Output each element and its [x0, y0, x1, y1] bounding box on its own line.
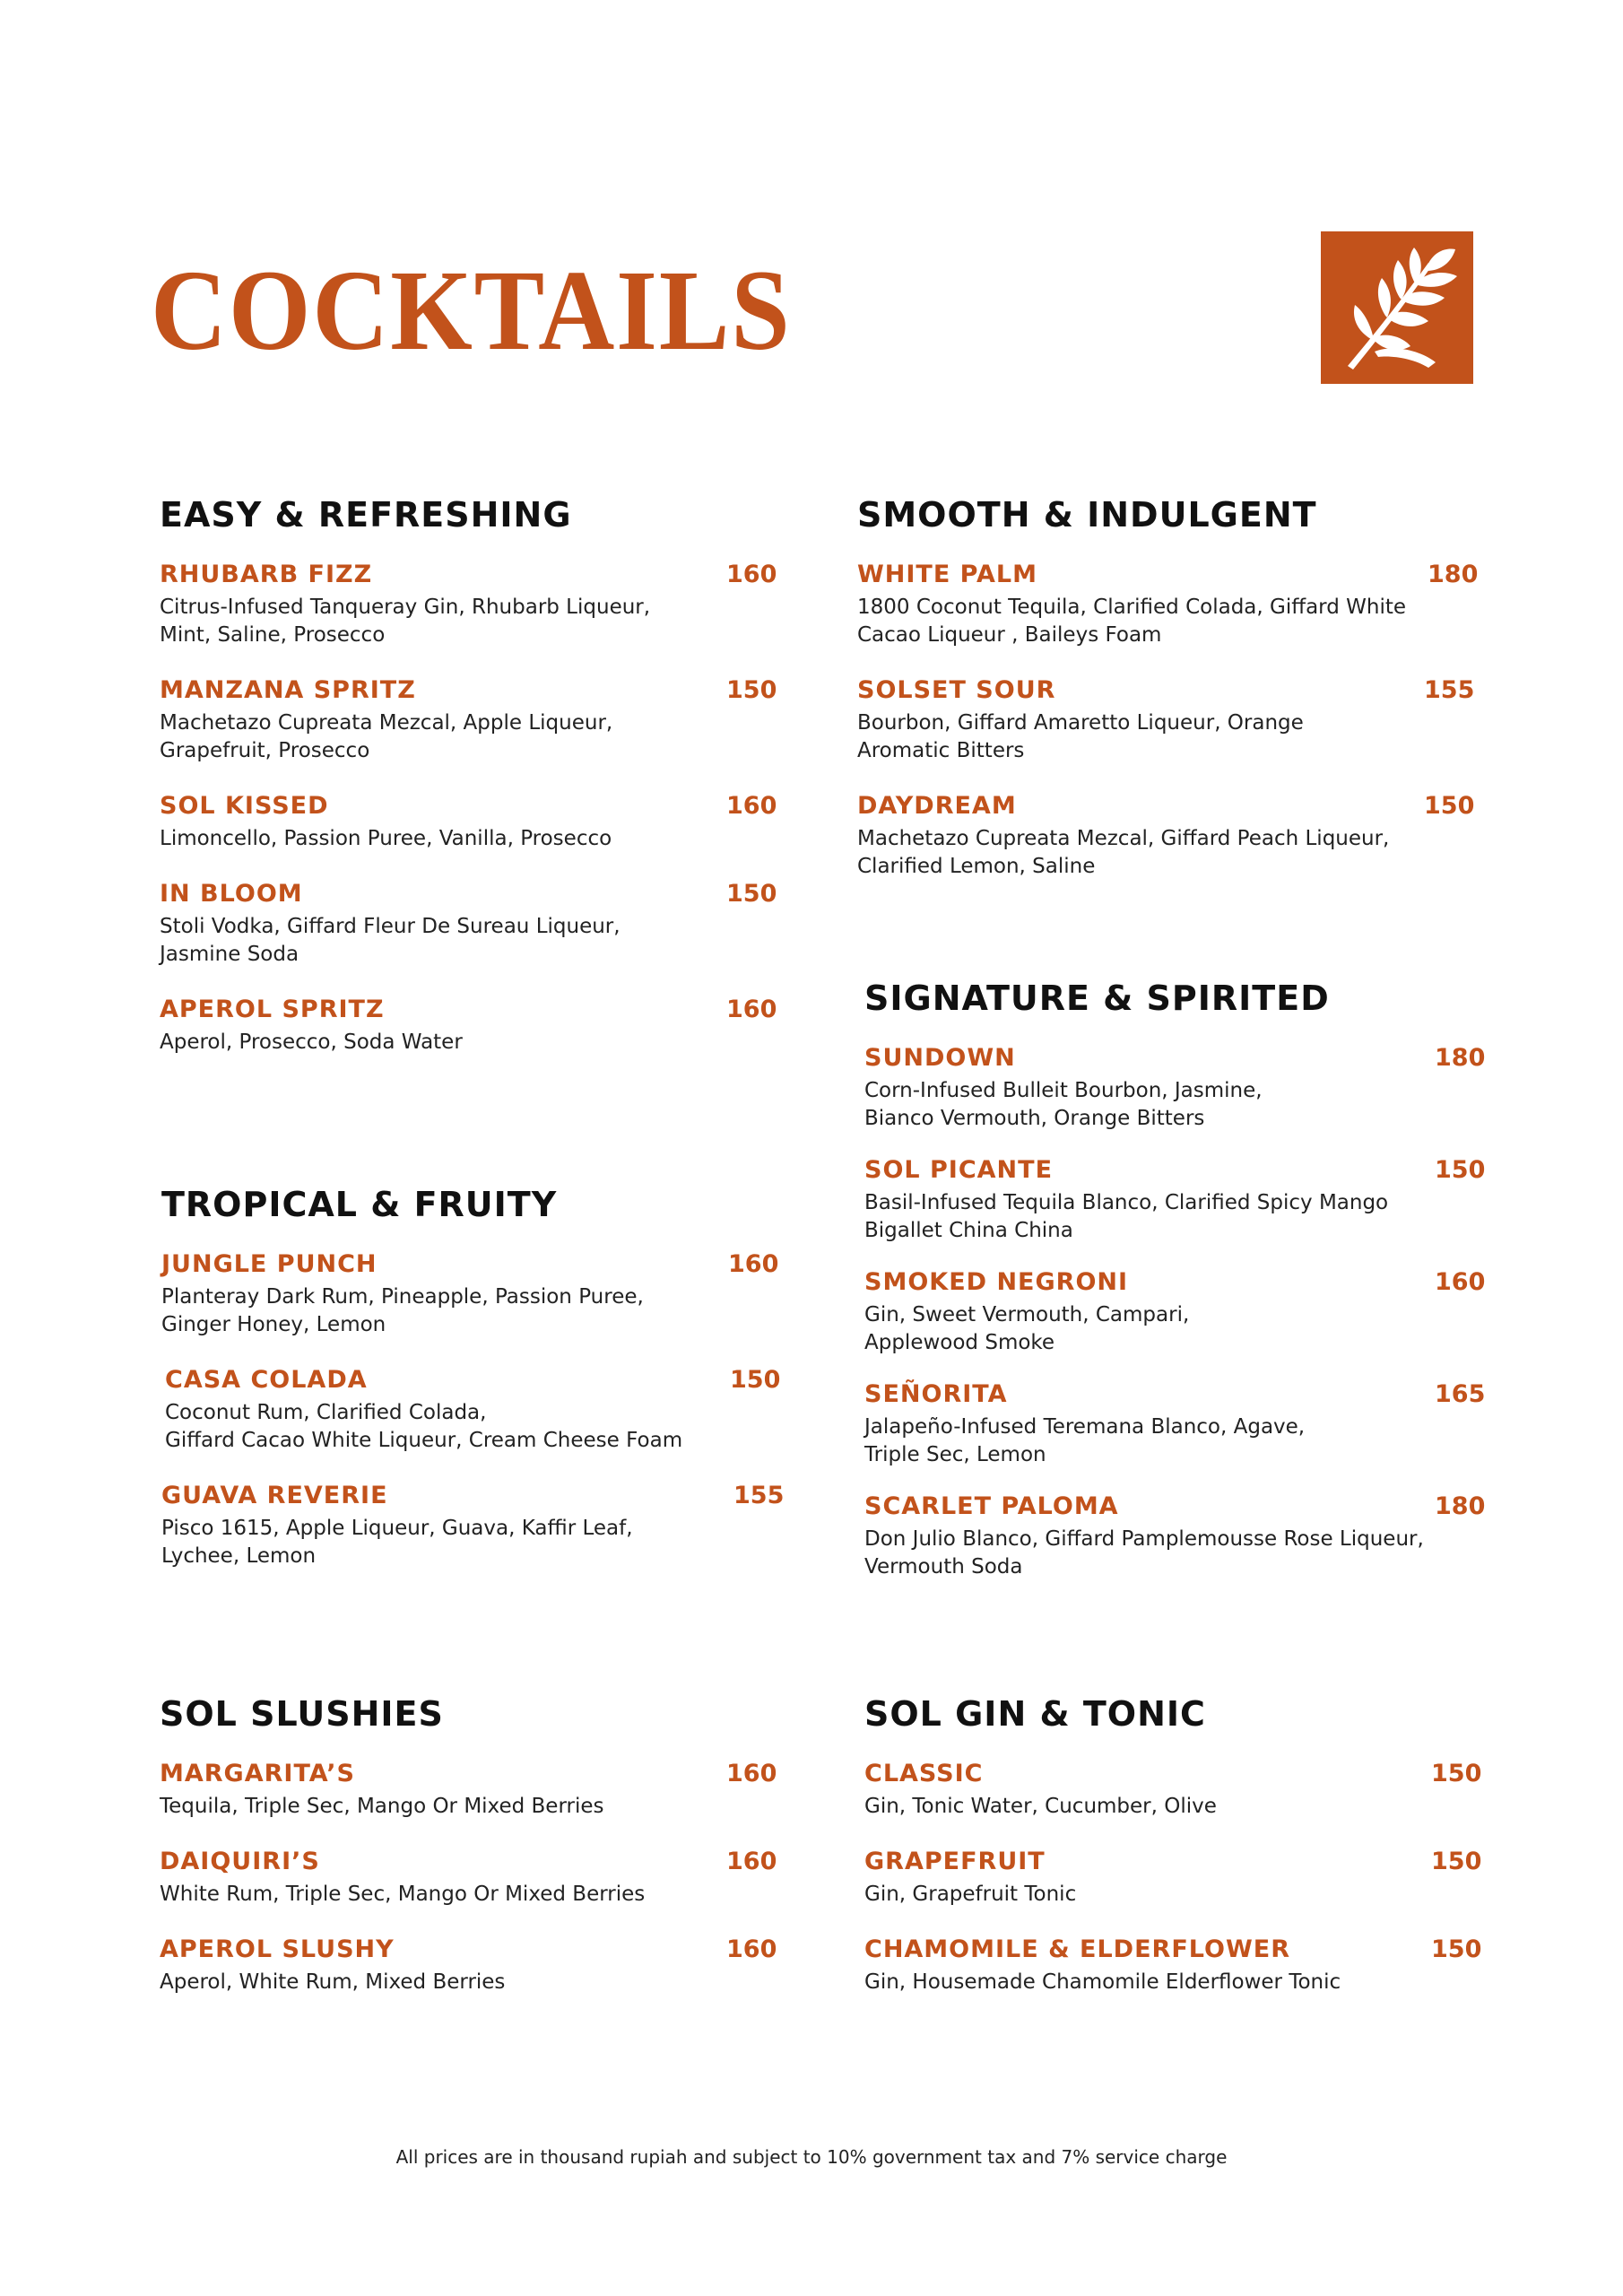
desc-line: Don Julio Blanco, Giffard Pamplemousse Rose Liqueur,	[864, 1527, 1424, 1551]
desc-line: 1800 Coconut Tequila, Clarified Colada, Giffard White	[857, 596, 1407, 619]
desc-line: Bianco Vermouth, Orange Bitters	[864, 1107, 1205, 1130]
desc-line: Jasmine Soda	[160, 943, 299, 966]
item-price: 150	[726, 676, 777, 704]
desc-line: Cacao Liqueur , Baileys Foam	[857, 623, 1162, 647]
desc-line: Gin, Sweet Vermouth, Campari,	[864, 1303, 1190, 1326]
item-price: 150	[1435, 1156, 1486, 1184]
item-price: 155	[1424, 676, 1475, 704]
desc-line: Mint, Saline, Prosecco	[160, 623, 386, 647]
item-name: SMOKED NEGRONI	[864, 1268, 1129, 1296]
leaf-branch-logo-icon	[1321, 231, 1473, 384]
item-description	[160, 1029, 769, 1057]
item-name: IN BLOOM	[160, 880, 303, 908]
desc-line: Coconut Rum, Clarified Colada,	[165, 1401, 487, 1424]
item-name: APEROL SLUSHY	[160, 1935, 395, 1963]
item-description	[160, 825, 769, 853]
item-price: 160	[726, 561, 777, 588]
item-name: JUNGLE PUNCH	[161, 1250, 378, 1278]
desc-line: Aperol, White Rum, Mixed Berries	[160, 1970, 506, 1994]
item-price: 165	[1435, 1380, 1486, 1408]
item-price: 160	[1435, 1268, 1486, 1296]
menu-item	[160, 790, 777, 853]
section-tropical-fruity	[161, 1184, 785, 1596]
section-heading: SMOOTH & INDULGENT	[857, 495, 1317, 535]
desc-line: Limoncello, Passion Puree, Vanilla, Prosecco	[160, 827, 612, 850]
item-name: GUAVA REVERIE	[161, 1482, 388, 1509]
section-heading: EASY & REFRESHING	[160, 495, 572, 535]
item-price: 160	[726, 792, 777, 820]
item-name: CLASSIC	[864, 1760, 984, 1787]
desc-line: Gin, Tonic Water, Cucumber, Olive	[864, 1795, 1217, 1818]
menu-item	[864, 1846, 1492, 1909]
item-name: MANZANA SPRITZ	[160, 676, 416, 704]
item-name: SEÑORITA	[864, 1380, 1008, 1408]
desc-line: Pisco 1615, Apple Liqueur, Guava, Kaffir Leaf,	[161, 1517, 633, 1540]
section-heading: SOL GIN & TONIC	[864, 1694, 1206, 1734]
desc-line: Machetazo Cupreata Mezcal, Giffard Peach Liqueur,	[857, 827, 1390, 850]
item-name: WHITE PALM	[857, 561, 1037, 588]
desc-line: Aperol, Prosecco, Soda Water	[160, 1031, 463, 1054]
item-description	[857, 709, 1485, 765]
item-name: DAIQUIRI’S	[160, 1848, 320, 1875]
menu-item	[160, 994, 777, 1057]
item-price: 155	[733, 1482, 785, 1509]
menu-item	[864, 1491, 1492, 1581]
menu-item	[864, 1934, 1492, 1996]
menu-item	[160, 1934, 777, 1996]
item-description	[864, 1189, 1492, 1245]
desc-line: Triple Sec, Lemon	[864, 1443, 1046, 1466]
item-description	[161, 1515, 771, 1570]
item-name: DAYDREAM	[857, 792, 1017, 820]
item-price: 160	[728, 1250, 779, 1278]
item-name: SOLSET SOUR	[857, 676, 1056, 704]
desc-line: Gin, Grapefruit Tonic	[864, 1883, 1077, 1906]
item-description	[160, 709, 769, 765]
item-description	[864, 1413, 1492, 1469]
desc-line: Tequila, Triple Sec, Mango Or Mixed Berries	[160, 1795, 604, 1818]
item-name: MARGARITA’S	[160, 1760, 355, 1787]
item-price: 160	[726, 996, 777, 1023]
item-description	[864, 1301, 1492, 1357]
item-description	[161, 1283, 771, 1339]
item-description	[857, 594, 1485, 649]
desc-line: Bigallet China China	[864, 1219, 1073, 1242]
item-description	[160, 594, 769, 649]
item-price: 180	[1435, 1044, 1486, 1072]
desc-line: Corn-Infused Bulleit Bourbon, Jasmine,	[864, 1079, 1263, 1102]
desc-line: Stoli Vodka, Giffard Fleur De Sureau Liqueur,	[160, 915, 621, 938]
item-name: SOL PICANTE	[864, 1156, 1054, 1184]
item-price: 150	[1431, 1760, 1482, 1787]
desc-line: Jalapeño-Infused Teremana Blanco, Agave,	[864, 1415, 1306, 1439]
item-name: SUNDOWN	[864, 1044, 1016, 1072]
item-price: 180	[1435, 1492, 1486, 1520]
item-description	[864, 1881, 1492, 1909]
menu-item	[864, 1042, 1492, 1133]
item-name: SCARLET PALOMA	[864, 1492, 1119, 1520]
menu-item	[857, 674, 1485, 765]
item-name: CASA COLADA	[165, 1366, 368, 1394]
item-description	[160, 1969, 769, 1996]
item-price: 160	[726, 1935, 777, 1963]
desc-line: Lychee, Lemon	[161, 1544, 317, 1568]
menu-item	[160, 559, 777, 649]
item-price: 150	[1431, 1848, 1482, 1875]
section-sol-slushies	[160, 1693, 777, 2022]
desc-line: Bourbon, Giffard Amaretto Liqueur, Orange	[857, 711, 1304, 735]
menu-item	[864, 1154, 1492, 1245]
desc-line: Ginger Honey, Lemon	[161, 1313, 386, 1336]
item-price: 150	[730, 1366, 781, 1394]
item-description	[864, 1077, 1492, 1133]
desc-line: Gin, Housemade Chamomile Elderflower Tonic	[864, 1970, 1341, 1994]
section-heading: SIGNATURE & SPIRITED	[864, 978, 1330, 1018]
desc-line: Grapefruit, Prosecco	[160, 739, 370, 762]
desc-line: Clarified Lemon, Saline	[857, 855, 1096, 878]
menu-item	[161, 1480, 785, 1570]
menu-item	[857, 790, 1485, 881]
section-signature-spirited	[864, 978, 1492, 1606]
menu-item	[864, 1266, 1492, 1357]
item-name: SOL KISSED	[160, 792, 329, 820]
desc-line: White Rum, Triple Sec, Mango Or Mixed Berries	[160, 1883, 646, 1906]
desc-line: Basil-Infused Tequila Blanco, Clarified Spicy Mango	[864, 1191, 1389, 1214]
menu-item	[864, 1758, 1492, 1821]
page-title: COCKTAILS	[151, 247, 792, 374]
menu-item	[864, 1378, 1492, 1469]
item-price: 150	[1424, 792, 1475, 820]
desc-line: Machetazo Cupreata Mezcal, Apple Liqueur,	[160, 711, 613, 735]
item-name: RHUBARB FIZZ	[160, 561, 373, 588]
item-name: GRAPEFRUIT	[864, 1848, 1046, 1875]
item-price: 150	[1431, 1935, 1482, 1963]
item-description	[864, 1969, 1492, 1996]
desc-line: Giffard Cacao White Liqueur, Cream Cheese Foam	[165, 1429, 683, 1452]
desc-line: Vermouth Soda	[864, 1555, 1023, 1578]
section-heading: TROPICAL & FRUITY	[161, 1185, 558, 1224]
desc-line: Citrus-Infused Tanqueray Gin, Rhubarb Liqueur,	[160, 596, 651, 619]
desc-line: Aromatic Bitters	[857, 739, 1025, 762]
item-description	[857, 825, 1485, 881]
item-description	[864, 1793, 1492, 1821]
desc-line: Planteray Dark Rum, Pineapple, Passion Puree,	[161, 1285, 644, 1309]
menu-item	[160, 878, 777, 969]
menu-item	[160, 1846, 777, 1909]
desc-line: Applewood Smoke	[864, 1331, 1055, 1354]
item-price: 160	[726, 1760, 777, 1787]
menu-item	[160, 1758, 777, 1821]
section-smooth-indulgent	[857, 494, 1485, 906]
menu-item	[160, 674, 777, 765]
item-description	[864, 1526, 1492, 1581]
menu-item	[857, 559, 1485, 649]
item-description	[160, 1793, 769, 1821]
item-description	[160, 913, 769, 969]
item-name: APEROL SPRITZ	[160, 996, 385, 1023]
item-description	[165, 1399, 771, 1455]
section-easy-refreshing	[160, 494, 777, 1082]
menu-item	[165, 1364, 781, 1455]
menu-item	[161, 1248, 779, 1339]
item-price: 180	[1428, 561, 1479, 588]
item-price: 150	[726, 880, 777, 908]
footer-note: All prices are in thousand rupiah and subject to 10% government tax and 7% service charge	[395, 2146, 1228, 2168]
item-name: CHAMOMILE & ELDERFLOWER	[864, 1935, 1290, 1963]
item-description	[160, 1881, 769, 1909]
section-sol-gin-tonic	[864, 1693, 1492, 2022]
section-heading: SOL SLUSHIES	[160, 1694, 444, 1734]
item-price: 160	[726, 1848, 777, 1875]
